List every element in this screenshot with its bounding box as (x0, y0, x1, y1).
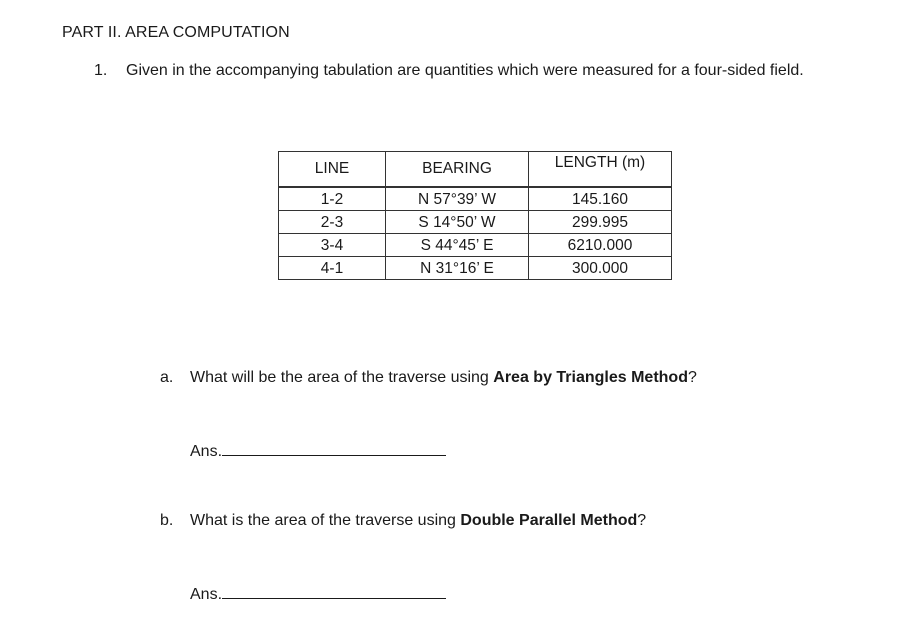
cell-line: 1-2 (279, 187, 386, 211)
answer-label: Ans. (190, 443, 223, 460)
traverse-data-table (278, 151, 672, 280)
sub-question-end: ? (687, 369, 697, 386)
header-line: LINE (279, 152, 386, 188)
sub-question-letter: b. (160, 512, 174, 529)
method-name: Double Parallel Method (460, 512, 638, 529)
table-row (279, 234, 672, 257)
sub-question-text: What is the area of the traverse using (190, 512, 461, 529)
header-length: LENGTH (m) (529, 152, 672, 188)
cell-bearing: N 31°16’ E (386, 257, 529, 280)
answer-line-b (190, 584, 446, 604)
cell-length: 145.160 (529, 187, 672, 211)
cell-bearing: S 14°50’ W (386, 211, 529, 234)
sub-question-text: What will be the area of the traverse using (190, 369, 494, 386)
answer-blank[interactable] (222, 441, 446, 456)
sub-question-a (160, 369, 697, 387)
table-row (279, 187, 672, 211)
sub-question-end: ? (637, 512, 647, 529)
cell-line: 2-3 (279, 211, 386, 234)
question-1 (94, 60, 888, 82)
cell-bearing: S 44°45’ E (386, 234, 529, 257)
sub-question-letter: a. (160, 369, 174, 386)
question-text: Given in the accompanying tabulation are quantities which were measured for a four-sided field. (126, 62, 804, 79)
table-header-row (279, 152, 672, 188)
question-number: 1. (94, 62, 108, 79)
cell-length: 6210.000 (529, 234, 672, 257)
table-row (279, 211, 672, 234)
section-title: PART II. AREA COMPUTATION (62, 24, 290, 41)
answer-line-a (190, 441, 446, 461)
cell-length: 300.000 (529, 257, 672, 280)
cell-line: 3-4 (279, 234, 386, 257)
table-row (279, 257, 672, 280)
answer-blank[interactable] (222, 584, 446, 599)
answer-label: Ans. (190, 586, 223, 603)
cell-bearing: N 57°39’ W (386, 187, 529, 211)
method-name: Area by Triangles Method (493, 369, 688, 386)
sub-question-b (160, 512, 646, 530)
cell-length: 299.995 (529, 211, 672, 234)
cell-line: 4-1 (279, 257, 386, 280)
header-bearing: BEARING (386, 152, 529, 188)
